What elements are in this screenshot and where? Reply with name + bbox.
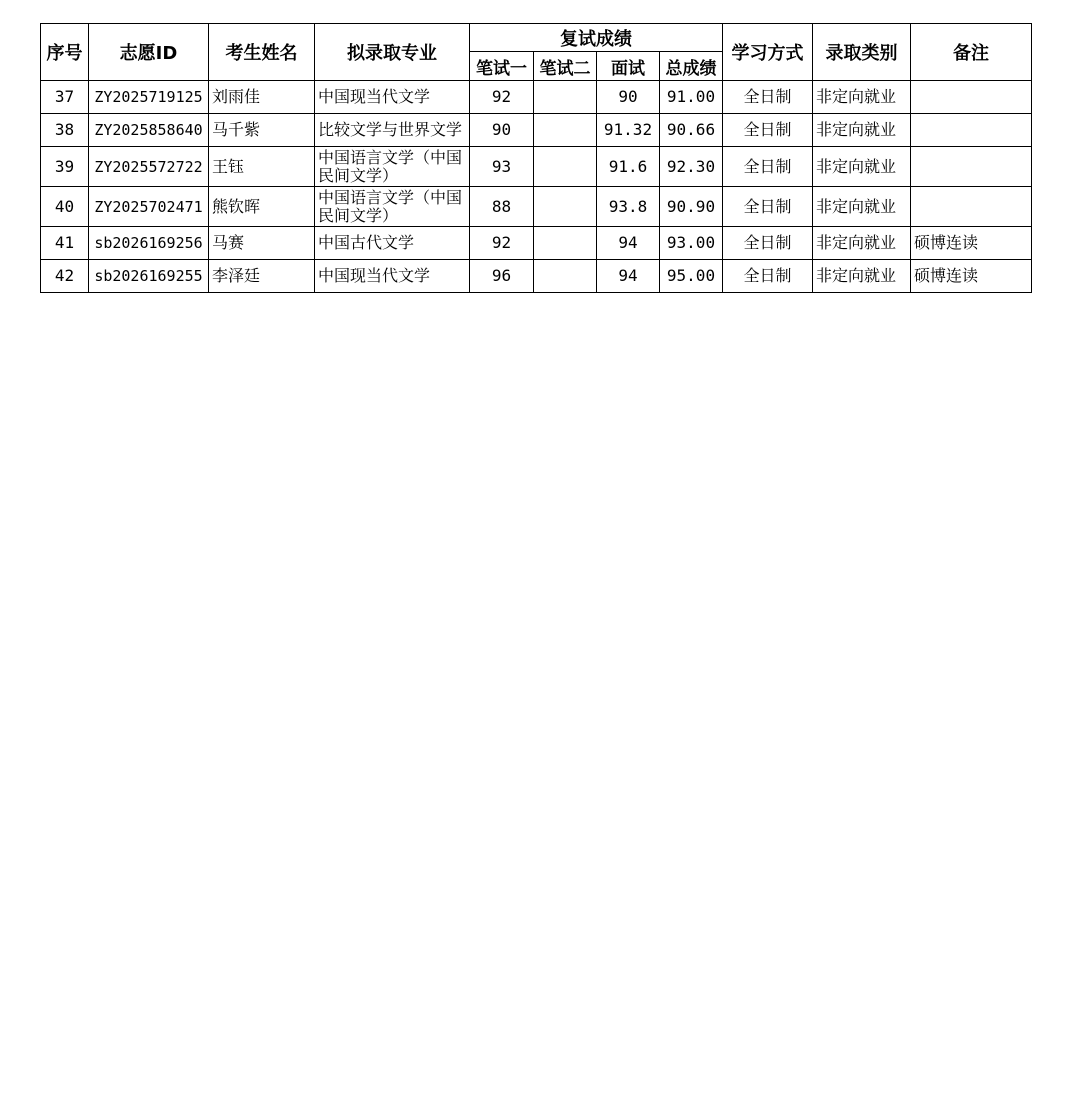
cell-interview: 91.32	[597, 114, 660, 147]
cell-remark	[911, 147, 1032, 187]
cell-total: 91.00	[660, 81, 723, 114]
cell-remark	[911, 81, 1032, 114]
cell-interview: 90	[597, 81, 660, 114]
cell-category: 非定向就业	[813, 147, 911, 187]
cell-index: 41	[41, 227, 89, 260]
cell-written1: 88	[470, 187, 534, 227]
cell-id: ZY2025858640	[89, 114, 209, 147]
table-row	[41, 260, 1032, 293]
cell-id: ZY2025702471	[89, 187, 209, 227]
cell-written2	[534, 260, 597, 293]
cell-category: 非定向就业	[813, 81, 911, 114]
cell-interview: 94	[597, 260, 660, 293]
header-total: 总成绩	[660, 52, 723, 81]
cell-id: sb2026169256	[89, 227, 209, 260]
cell-interview: 94	[597, 227, 660, 260]
cell-index: 40	[41, 187, 89, 227]
cell-remark	[911, 187, 1032, 227]
admission-table	[40, 23, 1032, 293]
cell-remark	[911, 114, 1032, 147]
cell-category: 非定向就业	[813, 260, 911, 293]
header-written1: 笔试一	[470, 52, 534, 81]
cell-written2	[534, 187, 597, 227]
header-interview: 面试	[597, 52, 660, 81]
header-category: 录取类别	[813, 24, 911, 81]
cell-major: 比较文学与世界文学	[315, 114, 470, 147]
cell-mode: 全日制	[723, 227, 813, 260]
cell-mode: 全日制	[723, 81, 813, 114]
cell-written1: 93	[470, 147, 534, 187]
cell-written1: 96	[470, 260, 534, 293]
cell-id: ZY2025572722	[89, 147, 209, 187]
cell-mode: 全日制	[723, 147, 813, 187]
cell-index: 39	[41, 147, 89, 187]
table-row	[41, 227, 1032, 260]
cell-category: 非定向就业	[813, 114, 911, 147]
header-retest: 复试成绩	[470, 24, 723, 52]
cell-mode: 全日制	[723, 187, 813, 227]
table-row	[41, 147, 1032, 187]
header-written2: 笔试二	[534, 52, 597, 81]
cell-category: 非定向就业	[813, 187, 911, 227]
header-index: 序号	[41, 24, 89, 81]
cell-major: 中国语言文学（中国民间文学）	[315, 147, 470, 187]
cell-major: 中国现当代文学	[315, 260, 470, 293]
cell-total: 95.00	[660, 260, 723, 293]
header-mode: 学习方式	[723, 24, 813, 81]
cell-mode: 全日制	[723, 114, 813, 147]
table-body	[41, 81, 1032, 293]
cell-index: 37	[41, 81, 89, 114]
table-row	[41, 81, 1032, 114]
header-id: 志愿ID	[89, 24, 209, 81]
cell-total: 90.66	[660, 114, 723, 147]
cell-major: 中国现当代文学	[315, 81, 470, 114]
cell-remark: 硕博连读	[911, 227, 1032, 260]
table-row	[41, 187, 1032, 227]
cell-index: 38	[41, 114, 89, 147]
cell-major: 中国语言文学（中国民间文学）	[315, 187, 470, 227]
cell-written1: 92	[470, 227, 534, 260]
cell-total: 92.30	[660, 147, 723, 187]
cell-interview: 91.6	[597, 147, 660, 187]
cell-name: 王钰	[209, 147, 315, 187]
cell-index: 42	[41, 260, 89, 293]
table-row	[41, 114, 1032, 147]
cell-name: 李泽廷	[209, 260, 315, 293]
cell-interview: 93.8	[597, 187, 660, 227]
cell-mode: 全日制	[723, 260, 813, 293]
cell-category: 非定向就业	[813, 227, 911, 260]
cell-written2	[534, 147, 597, 187]
header-remark: 备注	[911, 24, 1032, 81]
cell-id: sb2026169255	[89, 260, 209, 293]
cell-written2	[534, 114, 597, 147]
cell-name: 马千紫	[209, 114, 315, 147]
cell-remark: 硕博连读	[911, 260, 1032, 293]
cell-name: 马赛	[209, 227, 315, 260]
cell-written2	[534, 81, 597, 114]
cell-id: ZY2025719125	[89, 81, 209, 114]
cell-written1: 92	[470, 81, 534, 114]
header-name: 考生姓名	[209, 24, 315, 81]
cell-written2	[534, 227, 597, 260]
cell-total: 90.90	[660, 187, 723, 227]
header-major: 拟录取专业	[315, 24, 470, 81]
cell-written1: 90	[470, 114, 534, 147]
cell-total: 93.00	[660, 227, 723, 260]
cell-name: 刘雨佳	[209, 81, 315, 114]
cell-major: 中国古代文学	[315, 227, 470, 260]
cell-name: 熊钦晖	[209, 187, 315, 227]
